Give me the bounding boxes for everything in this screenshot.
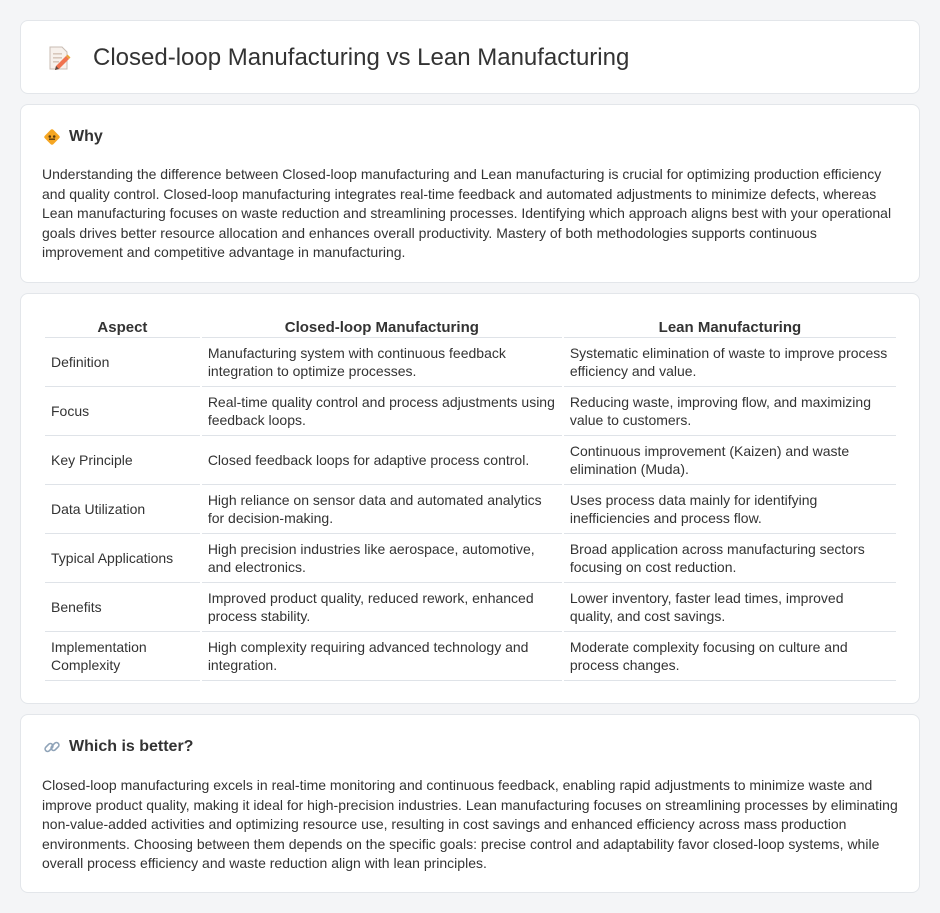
- table-row: [45, 485, 896, 534]
- why-card: [20, 104, 920, 283]
- document-pencil-icon: [47, 45, 71, 71]
- header-lean: Lean Manufacturing: [564, 316, 896, 338]
- lean-cell: Broad application across manufacturing sectors focusing on cost reduction.: [564, 534, 896, 583]
- lean-cell: Moderate complexity focusing on culture and process changes.: [564, 632, 896, 681]
- closed-loop-cell: High precision industries like aerospace, automotive, and electronics.: [202, 534, 562, 583]
- which-better-card: [20, 714, 920, 893]
- aspect-cell: Focus: [45, 387, 200, 436]
- diamond-sign-icon: [43, 128, 61, 146]
- lean-cell: Uses process data mainly for identifying inefficiencies and process flow.: [564, 485, 896, 534]
- which-better-body: Closed-loop manufacturing excels in real-time monitoring and continuous feedback, enabling rapid adjustments to minimize waste and improve product quality, making it ideal for high-precision industries. Lean manufacturing focuses on streamlining processes by eliminating non-value-added activities and optimizing resource use, resulting in cost savings and enhanced efficiency across mass production environments. Choosing between them depends on the specific goals: precise control and adaptability favor closed-loop systems, while overall process efficiency and waste reduction align with lean principles.: [42, 777, 898, 871]
- lean-cell: Continuous improvement (Kaizen) and waste elimination (Muda).: [564, 436, 896, 485]
- title-row: [47, 44, 629, 72]
- comparison-table: [43, 316, 898, 681]
- table-row: [45, 338, 896, 387]
- header-aspect: Aspect: [45, 316, 200, 338]
- closed-loop-cell: Closed feedback loops for adaptive process control.: [202, 436, 562, 485]
- closed-loop-cell: High reliance on sensor data and automated analytics for decision-making.: [202, 485, 562, 534]
- aspect-cell: Typical Applications: [45, 534, 200, 583]
- table-row: [45, 632, 896, 681]
- comparison-card: [20, 293, 920, 704]
- aspect-cell: Key Principle: [45, 436, 200, 485]
- which-better-heading: [43, 738, 193, 756]
- aspect-cell: Data Utilization: [45, 485, 200, 534]
- table-row: [45, 436, 896, 485]
- header-closed-loop: Closed-loop Manufacturing: [202, 316, 562, 338]
- link-icon: [43, 738, 61, 756]
- table-row: [45, 534, 896, 583]
- aspect-cell: Definition: [45, 338, 200, 387]
- closed-loop-cell: Improved product quality, reduced rework, enhanced process stability.: [202, 583, 562, 632]
- which-better-title: Which is better?: [69, 738, 194, 755]
- why-heading: [43, 128, 103, 146]
- lean-cell: Systematic elimination of waste to improve process efficiency and value.: [564, 338, 896, 387]
- table-row: [45, 583, 896, 632]
- page-title: Closed-loop Manufacturing vs Lean Manufacturing: [93, 44, 630, 71]
- aspect-cell: Benefits: [45, 583, 200, 632]
- why-title: Why: [69, 128, 103, 145]
- title-card: [20, 20, 920, 94]
- lean-cell: Reducing waste, improving flow, and maximizing value to customers.: [564, 387, 896, 436]
- closed-loop-cell: Real-time quality control and process adjustments using feedback loops.: [202, 387, 562, 436]
- aspect-cell: Implementation Complexity: [45, 632, 200, 681]
- lean-cell: Lower inventory, faster lead times, improved quality, and cost savings.: [564, 583, 896, 632]
- table-header-row: [45, 316, 896, 338]
- closed-loop-cell: High complexity requiring advanced technology and integration.: [202, 632, 562, 681]
- table-row: [45, 387, 896, 436]
- why-body: Understanding the difference between Closed-loop manufacturing and Lean manufacturing is crucial for optimizing production efficiency and quality control. Closed-loop manufacturing integrates real-time feedback and automated adjustments to minimize defects, whereas Lean manufacturing focuses on waste reduction and streamlining processes. Identifying which approach aligns best with your operational goals drives better resource allocation and enhances overall productivity. Mastery of both methodologies supports continuous improvement and competitive advantage in manufacturing.: [42, 166, 892, 260]
- closed-loop-cell: Manufacturing system with continuous feedback integration to optimize processes.: [202, 338, 562, 387]
